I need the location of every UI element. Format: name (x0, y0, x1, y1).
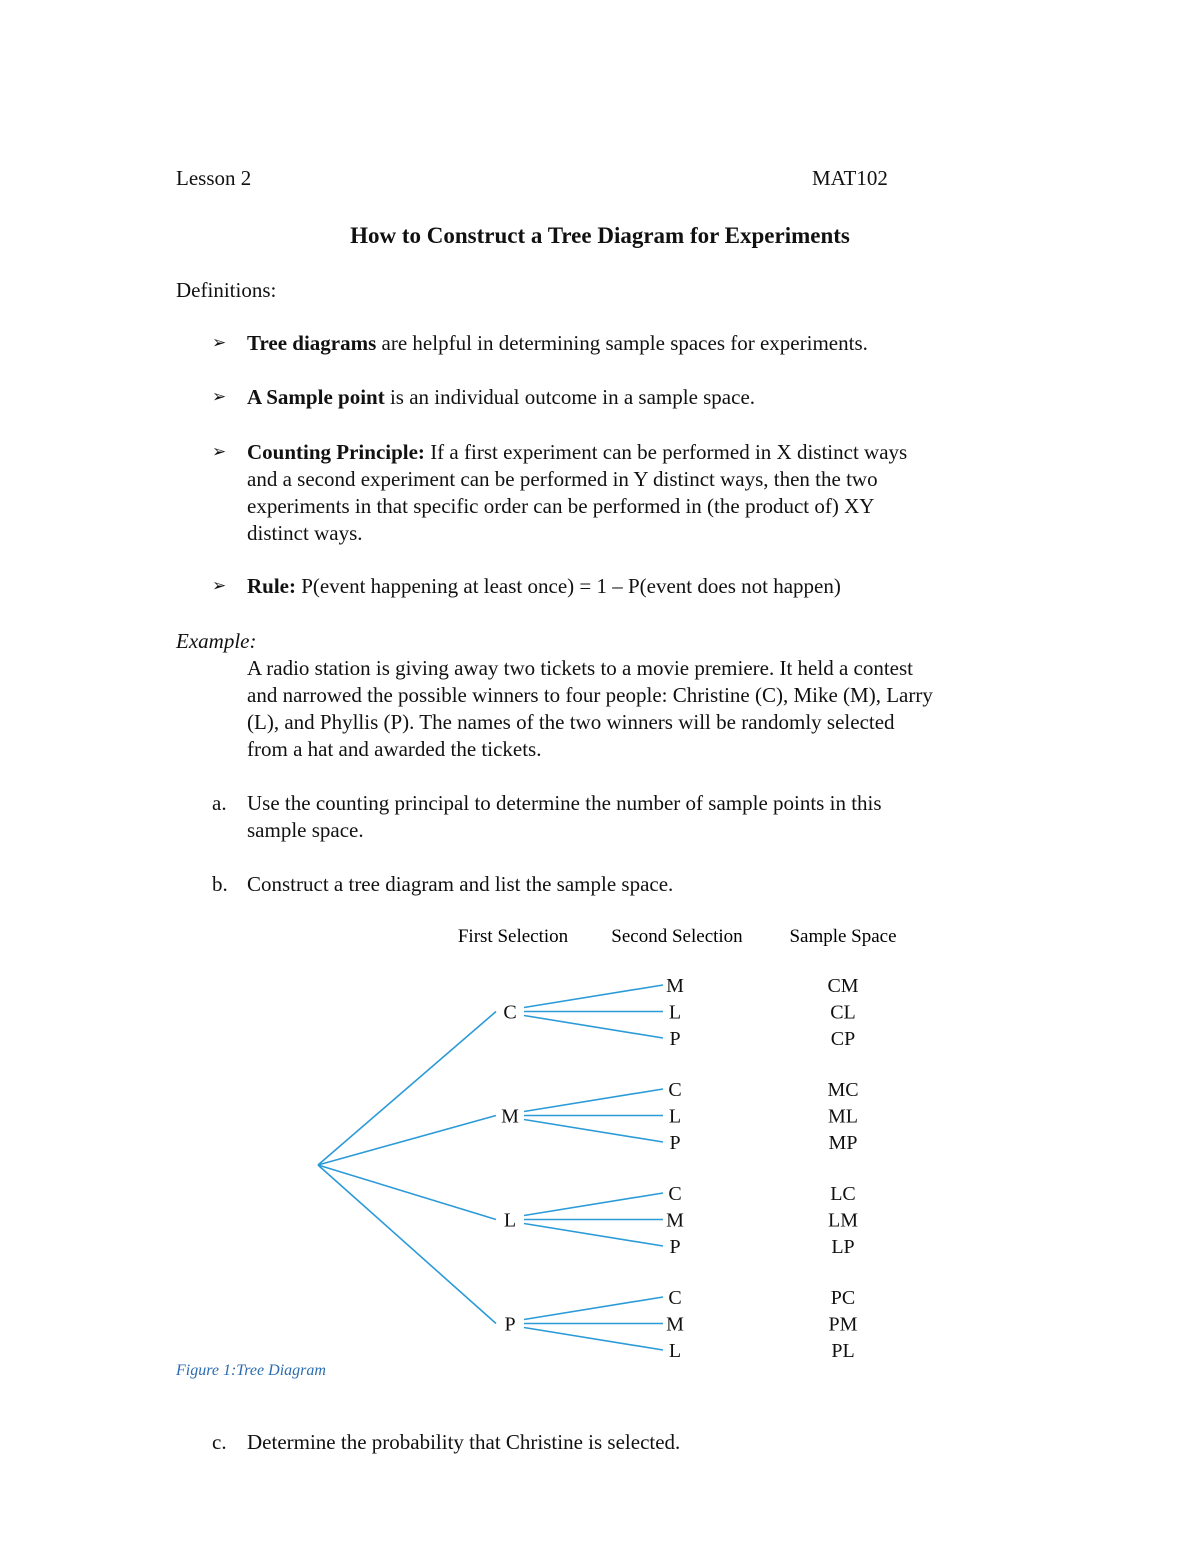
arrow-bullet-icon: ➢ (212, 442, 227, 462)
sample-space-outcome: CL (830, 1001, 856, 1024)
question-line: sample space. (247, 818, 364, 842)
arrow-bullet-icon: ➢ (212, 333, 227, 353)
bullet-term: Tree diagrams (247, 331, 377, 355)
figure-caption: Figure 1:Tree Diagram (176, 1362, 326, 1379)
second-selection-node: M (666, 1209, 684, 1232)
second-selection-node: C (668, 1287, 682, 1309)
header-first-selection: First Selection (457, 926, 569, 947)
second-selection-node: C (668, 1079, 682, 1101)
branch-root-to-first (318, 1165, 496, 1324)
definitions-label: Definitions: (176, 278, 277, 302)
arrow-bullet-icon: ➢ (212, 576, 227, 596)
question-line: Use the counting principal to determine the number of sample points in this (247, 791, 882, 815)
branch-root-to-first (318, 1165, 496, 1220)
bullet-text: P(event happening at least once) = 1 – P(event does not happen) (296, 574, 841, 598)
header-sample-space: Sample Space (789, 926, 897, 947)
first-selection-node: C (503, 1001, 517, 1024)
second-selection-node: L (668, 1105, 682, 1128)
second-selection-node: M (666, 1313, 684, 1336)
branch-first-to-second (524, 985, 663, 1008)
second-selection-node: P (669, 1236, 681, 1258)
branch-root-to-first (318, 1012, 496, 1166)
second-selection-node: P (669, 1132, 681, 1154)
course-code: MAT102 (812, 166, 888, 190)
branch-first-to-second (524, 1016, 663, 1039)
second-selection-node: L (668, 1001, 682, 1024)
sample-space-outcome: LM (828, 1209, 858, 1232)
first-selection-node: M (501, 1105, 519, 1128)
bullet-text: distinct ways. (247, 521, 363, 545)
bullet-term: Counting Principle: (247, 440, 425, 464)
bullet-text: experiments in that specific order can be performed in (the product of) XY (247, 494, 875, 518)
second-selection-node: L (668, 1340, 682, 1362)
paragraph-line: from a hat and awarded the tickets. (247, 737, 542, 761)
sample-space-outcome: ML (828, 1105, 858, 1128)
branch-first-to-second (524, 1224, 663, 1247)
branch-first-to-second (524, 1120, 663, 1143)
sample-space-outcome: CP (830, 1028, 856, 1050)
bullet-text: and a second experiment can be performed in Y distinct ways, then the two (247, 467, 878, 491)
branch-first-to-second (524, 1328, 663, 1351)
bullet-text: are helpful in determining sample spaces for experiments. (376, 331, 868, 355)
branch-first-to-second (524, 1193, 663, 1216)
header-second-selection: Second Selection (611, 926, 743, 947)
first-selection-node: P (504, 1313, 516, 1336)
bullet-term: Rule: (247, 574, 296, 598)
sample-space-outcome: PL (831, 1340, 855, 1362)
bullet-term: A Sample point (247, 385, 385, 409)
branch-first-to-second (524, 1089, 663, 1112)
question-marker: b. (212, 872, 228, 896)
tree-branches (318, 985, 663, 1350)
sample-space-outcome: PM (828, 1313, 858, 1336)
question-c: Determine the probability that Christine is selected. (247, 1430, 681, 1454)
sample-space-outcome: MC (827, 1079, 859, 1101)
example-label: Example: (176, 629, 257, 653)
paragraph-line: A radio station is giving away two tickets to a movie premiere. It held a contest (247, 656, 914, 680)
branch-root-to-first (318, 1116, 496, 1166)
sample-space-outcome: PC (830, 1287, 856, 1309)
question-b: Construct a tree diagram and list the sample space. (247, 872, 674, 896)
question-marker: c. (212, 1430, 227, 1454)
question-marker: a. (212, 791, 227, 815)
sample-space-outcome: CM (827, 975, 859, 997)
branch-first-to-second (524, 1297, 663, 1320)
tree-labels (501, 975, 859, 1362)
arrow-bullet-icon: ➢ (212, 387, 227, 407)
second-selection-node: M (666, 975, 684, 997)
page-title: How to Construct a Tree Diagram for Experiments (350, 223, 850, 248)
paragraph-line: and narrowed the possible winners to four people: Christine (C), Mike (M), Larry (247, 683, 933, 707)
bullet-text: is an individual outcome in a sample space. (384, 385, 756, 409)
lesson-label: Lesson 2 (176, 166, 252, 190)
sample-space-outcome: MP (828, 1132, 858, 1154)
paragraph-line: (L), and Phyllis (P). The names of the two winners will be randomly selected (247, 710, 895, 734)
sample-space-outcome: LP (831, 1236, 855, 1258)
second-selection-node: C (668, 1183, 682, 1205)
second-selection-node: P (669, 1028, 681, 1050)
first-selection-node: L (503, 1209, 517, 1232)
bullet-text: If a first experiment can be performed in X distinct ways (424, 440, 908, 464)
sample-space-outcome: LC (830, 1183, 856, 1205)
